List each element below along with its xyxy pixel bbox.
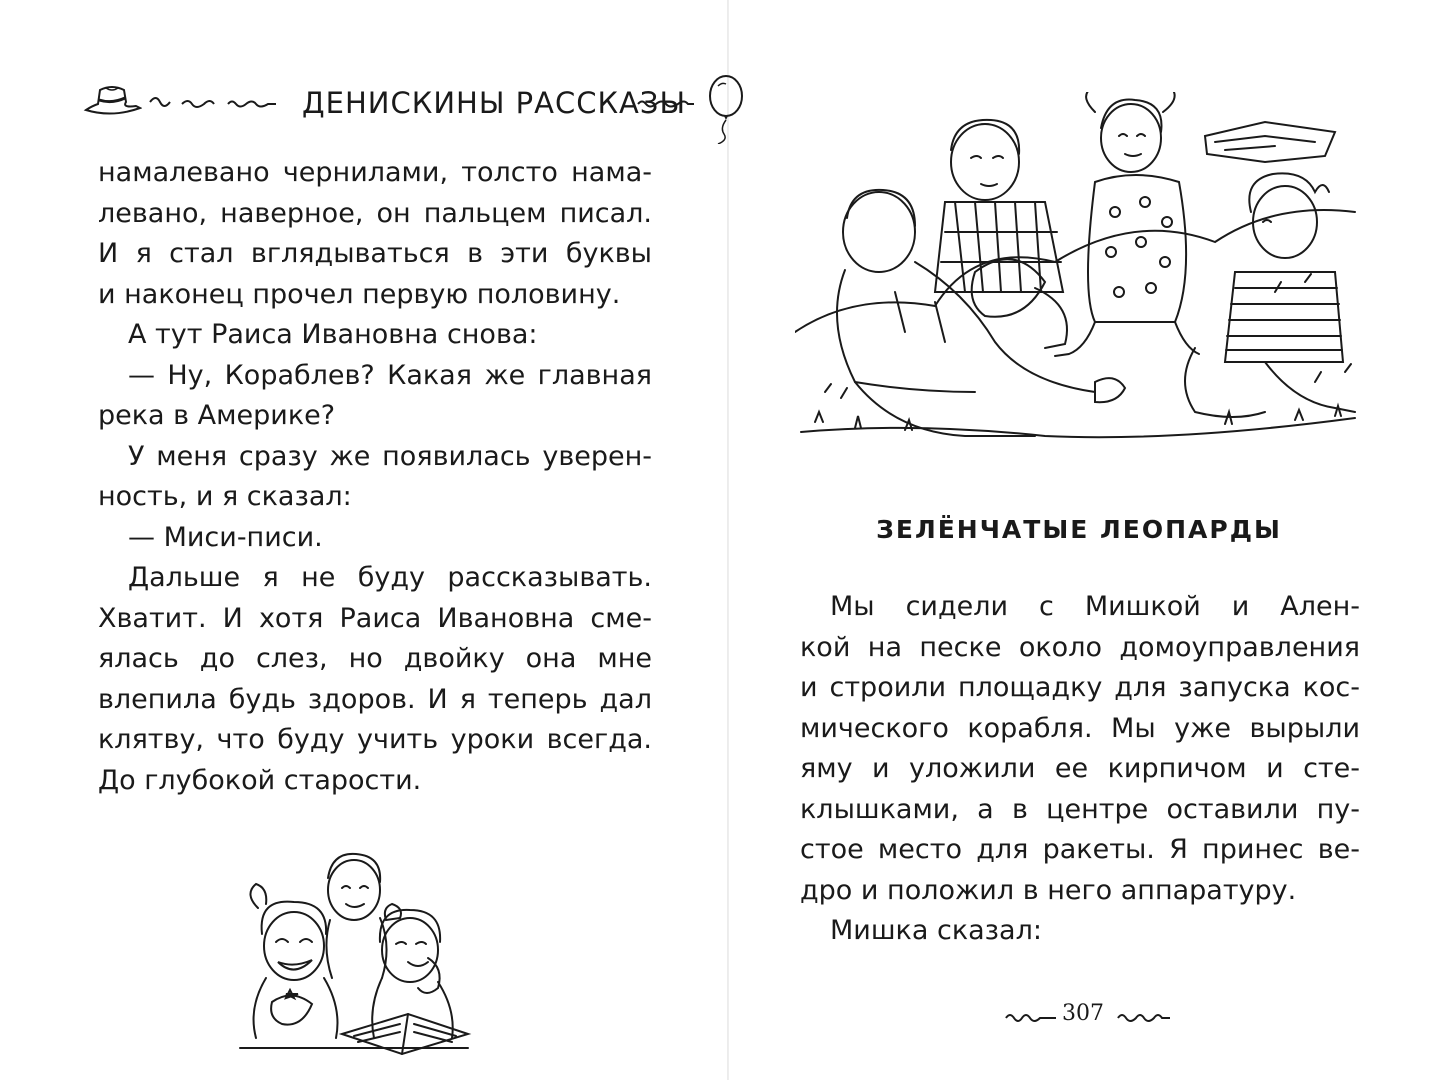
- text-line: У меня сразу же появилась уверен-: [128, 440, 652, 472]
- text-line: и строили площадку для запуска кос-: [800, 672, 1360, 703]
- text-line: левано, наверное, он пальцем писал.: [98, 197, 652, 229]
- hat-icon: [82, 82, 142, 122]
- paragraph: [98, 518, 652, 559]
- page-number-footer: [1004, 1000, 1174, 1030]
- text-line: река в Америке?: [98, 400, 336, 431]
- flourish-left-icon: [1004, 1008, 1058, 1024]
- paragraph: [800, 911, 1360, 952]
- flourish-right-icon: [1116, 1008, 1172, 1024]
- text-line: ялась до слез, но двойку она мне: [98, 643, 652, 674]
- paragraph: [98, 356, 652, 437]
- paragraph: [98, 153, 652, 315]
- text-line: Хватит. И хотя Раиса Ивановна сме-: [98, 602, 652, 634]
- left-page-text: [98, 153, 652, 801]
- children-sitting-on-grass-illustration: [795, 92, 1377, 454]
- paragraph: [98, 437, 652, 518]
- flourish-right-icon: [636, 90, 696, 114]
- text-line: дро и положил в него аппаратуру.: [800, 874, 1297, 906]
- text-line: влепила будь здоров. И я теперь дал: [98, 683, 652, 715]
- balloon-icon: [700, 72, 750, 144]
- text-line: мического корабля. Мы уже вырыли: [800, 712, 1360, 744]
- text-line: — Миси-писи.: [128, 521, 323, 553]
- text-line: Мишка сказал:: [830, 915, 1042, 946]
- page-number: 307: [1062, 1001, 1104, 1026]
- text-line: и наконец прочел первую половину.: [98, 278, 621, 310]
- right-page-text: [800, 587, 1360, 952]
- text-line: Дальше я не буду рассказывать.: [128, 562, 652, 593]
- running-head-title: ДЕНИСКИНЫ РАССКАЗЫ: [302, 86, 687, 120]
- paragraph: [98, 315, 652, 356]
- text-line: Мы сидели с Мишкой и Ален-: [830, 591, 1360, 622]
- text-line: — Ну, Кораблев? Какая же главная: [128, 359, 652, 391]
- chapter-title: ЗЕЛЁНЧАТЫЕ ЛЕОПАРДЫ: [876, 515, 1282, 544]
- text-line: До глубокой старости.: [98, 764, 422, 796]
- text-line: ность, и я сказал:: [98, 481, 352, 512]
- running-head: [80, 72, 687, 132]
- text-line: клышками, а в центре оставили пу-: [800, 793, 1360, 825]
- text-line: намалевано чернилами, толсто нама-: [98, 157, 652, 188]
- text-line: А тут Раиса Ивановна снова:: [128, 319, 538, 350]
- text-line: И я стал вглядываться в эти буквы: [98, 238, 652, 269]
- paragraph: [98, 558, 652, 801]
- children-laughing-illustration: [232, 838, 476, 1058]
- paragraph: [800, 587, 1360, 911]
- text-line: яму и уложили ее кирпичом и сте-: [800, 753, 1360, 784]
- text-line: клятву, что буду учить уроки всегда.: [98, 724, 652, 755]
- text-line: стое место для ракеты. Я принес ве-: [800, 834, 1360, 865]
- book-gutter: [727, 0, 729, 1080]
- flourish-left-icon: [148, 90, 278, 114]
- text-line: кой на песке около домоуправления: [800, 631, 1360, 663]
